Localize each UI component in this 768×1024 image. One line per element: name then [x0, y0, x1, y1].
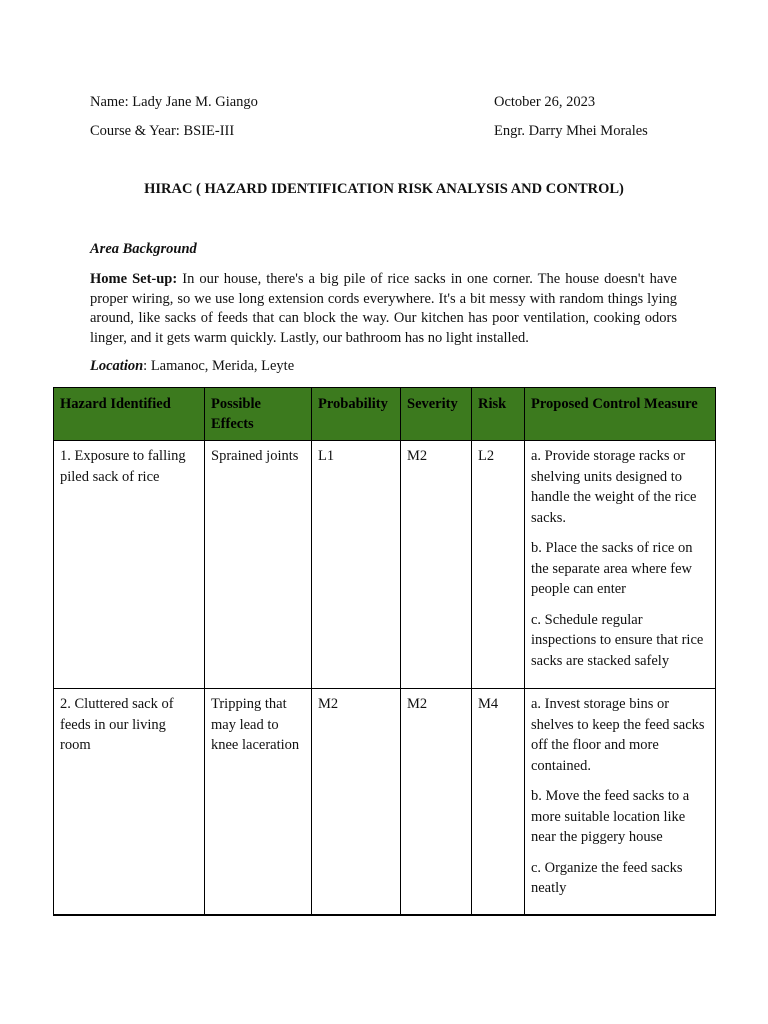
column-header-probability: Probability	[312, 388, 401, 441]
home-setup-paragraph	[90, 270, 677, 348]
hazard-cell: 2. Cluttered sack of feeds in our living room	[54, 689, 205, 915]
severity-cell: M2	[401, 441, 472, 689]
column-header-hazard: Hazard Identified	[54, 388, 205, 441]
document-date: October 26, 2023	[494, 94, 596, 110]
control-measure-item: a. Provide storage racks or shelving units designed to handle the weight of the rice sacks.	[531, 448, 697, 526]
control-measure-item: a. Invest storage bins or shelves to keep the feed sacks off the floor and more contained.	[531, 696, 705, 774]
column-header-risk: Risk	[472, 388, 525, 441]
area-background-heading: Area Background	[90, 241, 197, 257]
control-measure-item: c. Organize the feed sacks neatly	[531, 859, 683, 896]
column-header-severity: Severity	[401, 388, 472, 441]
table-row	[54, 689, 716, 915]
header-row-1	[90, 94, 690, 114]
header-row-2	[90, 123, 690, 143]
effects-cell: Sprained joints	[205, 441, 312, 689]
location-label: Location	[90, 358, 144, 374]
column-header-control-measure: Proposed Control Measure	[525, 388, 716, 441]
home-setup-label: Home Set-up:	[90, 271, 178, 287]
control-measure-item: b. Place the sacks of rice on the separate area where few people can enter	[531, 540, 693, 597]
home-setup-text: In our house, there's a big pile of rice sacks in one corner. The house doesn't have proper wiring, so we use long extension cords everywhere. It's a bit messy with random things lying around, like sacks of feeds that can block the way. Our kitchen has poor ventilation, cooking odors linger, and it gets warm quickly. Lastly, our bathroom has no light installed.	[90, 271, 677, 346]
hirac-table	[53, 387, 716, 916]
location-line	[90, 358, 294, 375]
control-measure-cell	[525, 441, 716, 689]
document-title: HIRAC ( HAZARD IDENTIFICATION RISK ANALYSIS AND CONTROL)	[144, 181, 624, 197]
instructor-name: Engr. Darry Mhei Morales	[494, 123, 648, 139]
location-text: : Lamanoc, Merida, Leyte	[143, 358, 295, 374]
table-header-row	[54, 388, 716, 441]
risk-cell: M4	[472, 689, 525, 915]
effects-cell: Tripping that may lead to knee laceration	[205, 689, 312, 915]
probability-cell: M2	[312, 689, 401, 915]
course-year: Course & Year: BSIE-III	[90, 123, 235, 139]
table-row	[54, 441, 716, 689]
hazard-cell: 1. Exposure to falling piled sack of rice	[54, 441, 205, 689]
severity-cell: M2	[401, 689, 472, 915]
column-header-effects: Possible Effects	[205, 388, 312, 441]
probability-cell: L1	[312, 441, 401, 689]
student-name: Name: Lady Jane M. Giango	[90, 94, 258, 110]
control-measure-item: b. Move the feed sacks to a more suitable location like near the piggery house	[531, 788, 690, 845]
risk-cell: L2	[472, 441, 525, 689]
control-measure-cell	[525, 689, 716, 915]
control-measure-item: c. Schedule regular inspections to ensure that rice sacks are stacked safely	[531, 611, 704, 669]
